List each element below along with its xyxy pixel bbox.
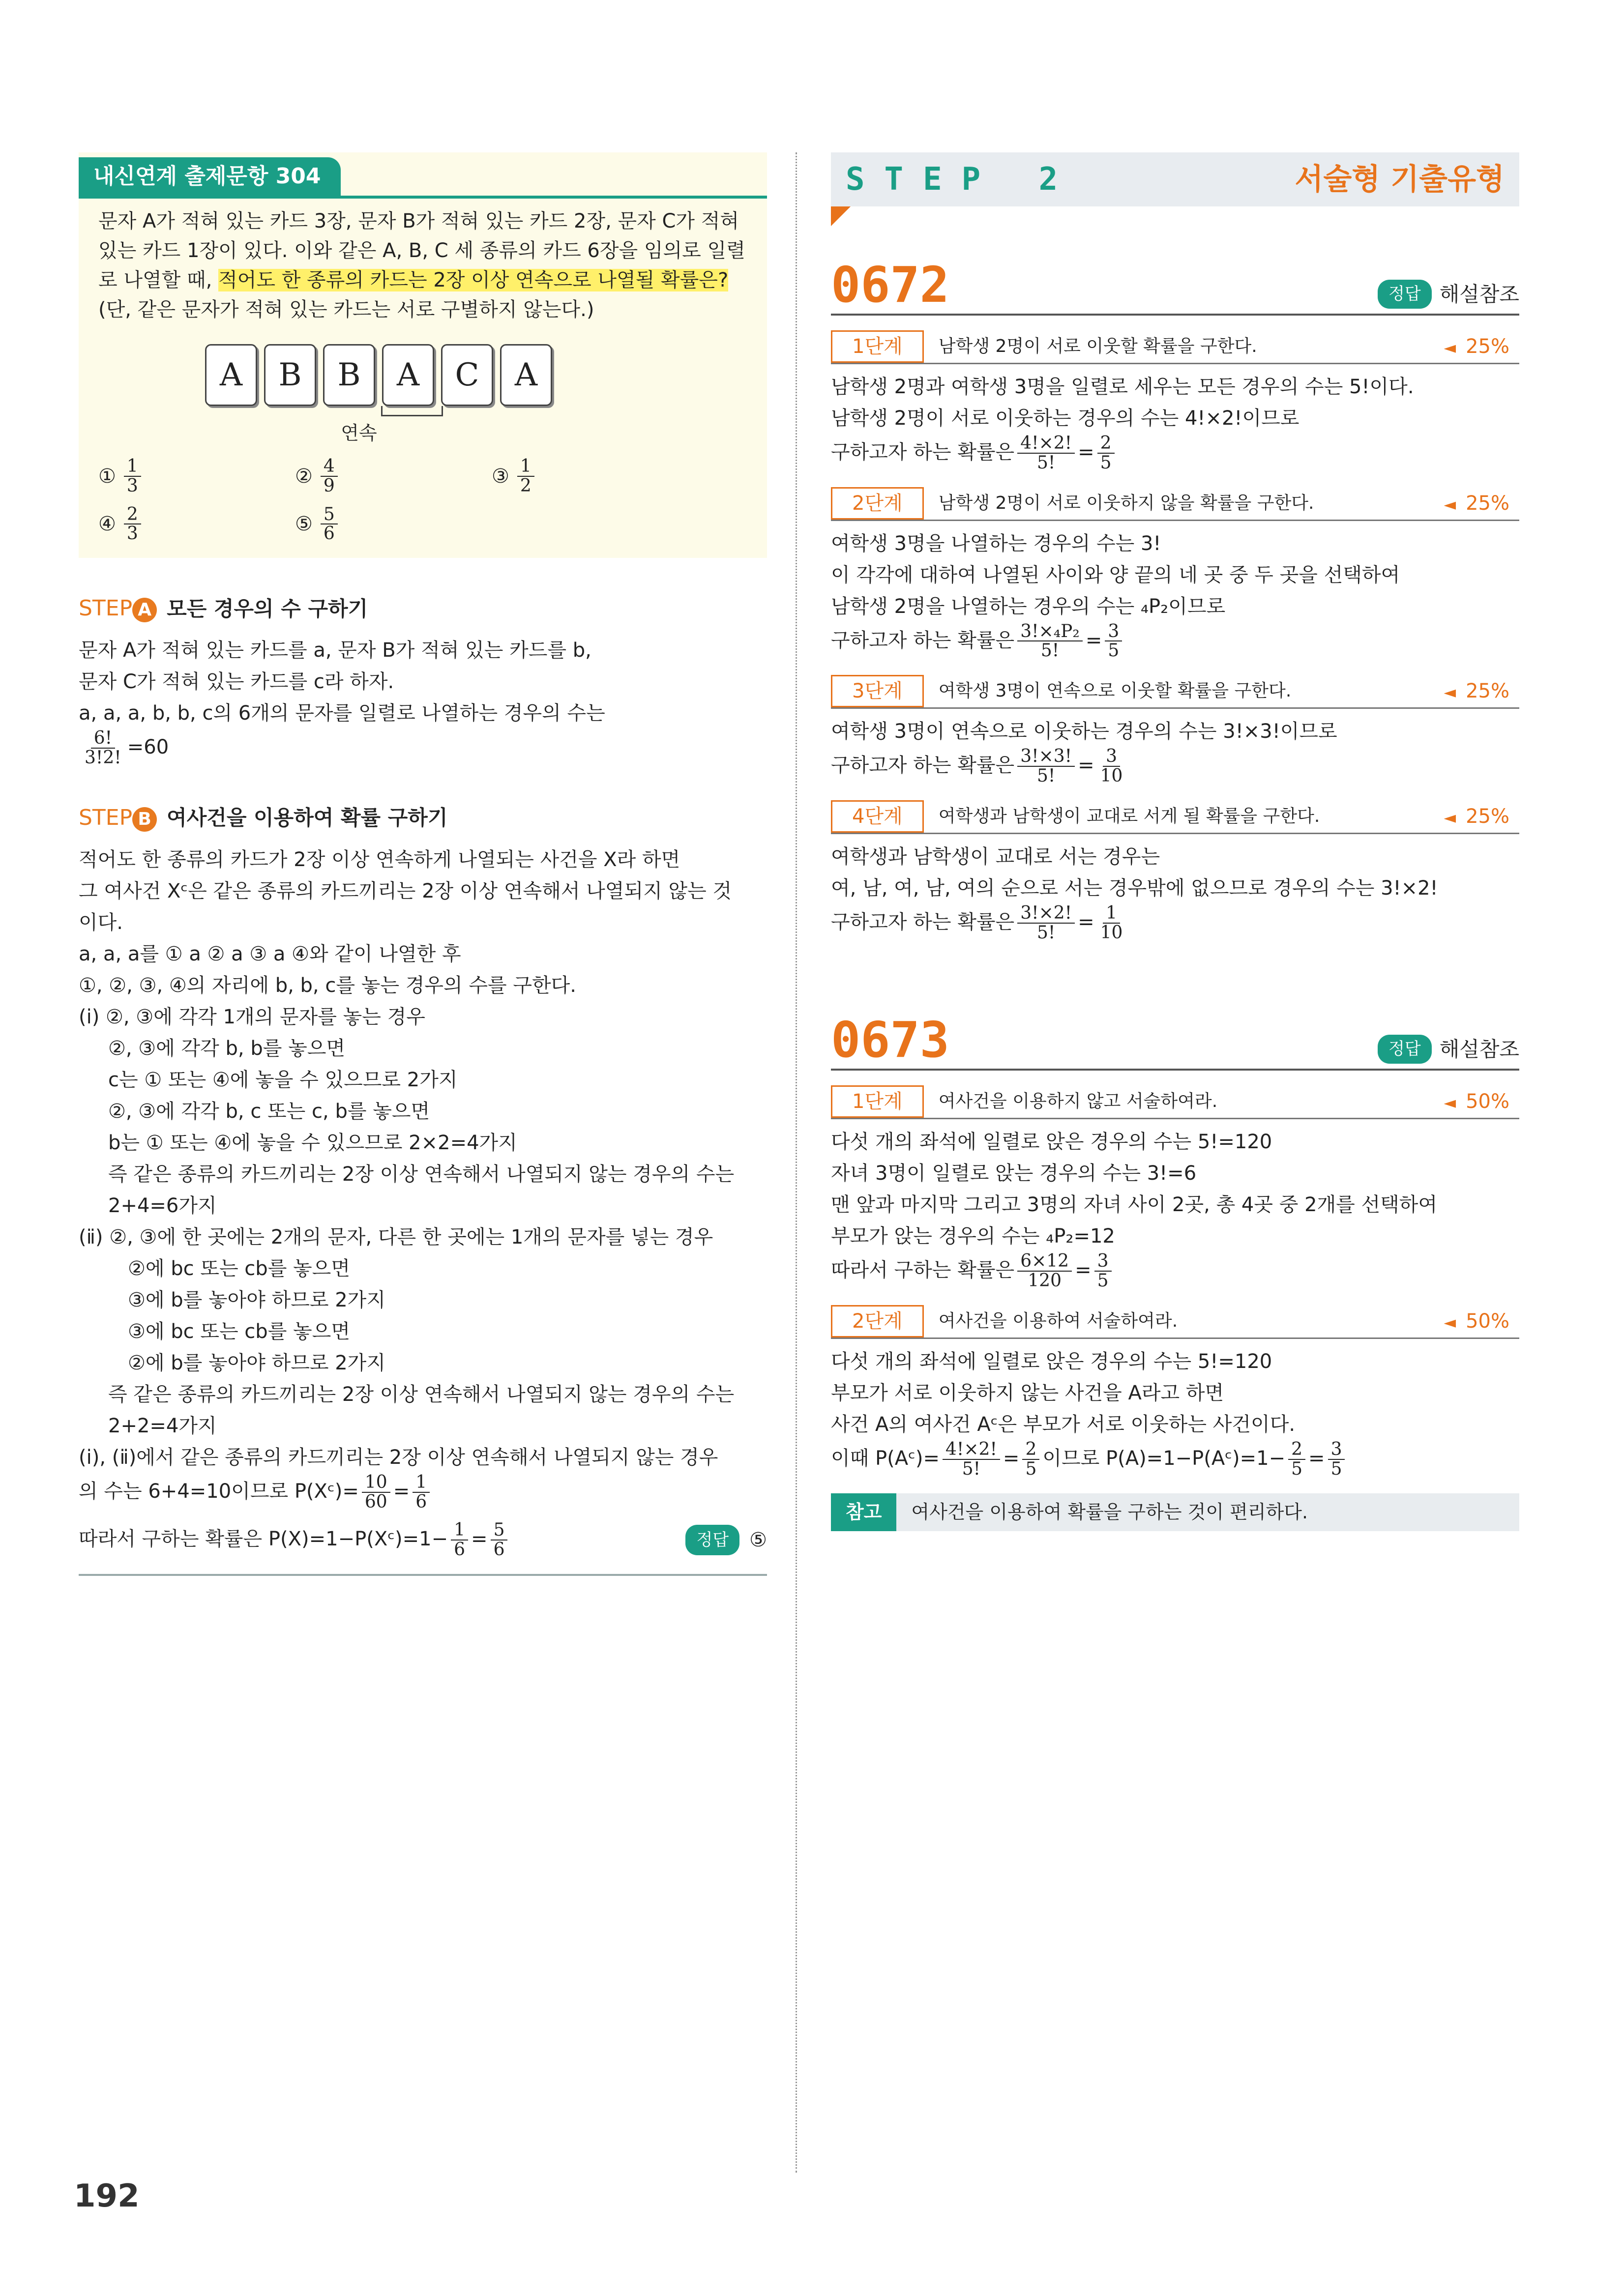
text-line: 즉 같은 종류의 카드끼리는 2장 이상 연속해서 나열되지 않는 경우의 수는 [108,1383,735,1406]
text-line: 여학생 3명이 연속으로 이웃하는 경우의 수는 3!×3!이므로 [831,720,1337,743]
stage-body [831,1346,1519,1479]
stage-header [831,675,1519,709]
note-box [831,1493,1519,1531]
text-line: 여학생 3명을 나열하는 경우의 수는 3! [831,532,1161,555]
stage-points: ◄ 25% [1444,489,1519,518]
column-divider [796,152,797,2173]
stage-points: ◄ 50% [1444,1307,1519,1336]
answer-value: ⑤ [749,1529,767,1552]
step-b-title: 여사건을 이용하여 확률 구하기 [167,806,448,830]
text-line: 2+4=6가지 [108,1194,217,1217]
card: C [441,344,493,406]
step-a-body [79,635,767,767]
text-line: 다섯 개의 좌석에 일렬로 앉은 경우의 수는 5!=120 [831,1131,1272,1154]
text-line: 여, 남, 여, 남, 여의 순으로 서는 경우밖에 없으므로 경우의 수는 3!×2! [831,876,1438,900]
step-b-badge: B [132,807,157,832]
stage-points: ◄ 25% [1444,332,1519,361]
prob-line: 구하고자 하는 확률은 $\frac{4!\times 2!}{5!}$ = $\frac{2}{5}$ [831,434,1519,472]
text-line: 문자 A가 적혀 있는 카드를 a, 문자 B가 적혀 있는 카드를 b, [79,639,591,662]
card: B [323,344,375,406]
stage-label: 2단계 [831,487,924,520]
note-text: 여사건을 이용하여 확률을 구하는 것이 편리하다. [911,1501,1308,1523]
text-line: (ⅱ) ②, ③에 한 곳에는 2개의 문자, 다른 한 곳에는 1개의 문자를 넣는 경우 [79,1225,713,1249]
stage-desc: 여사건을 이용하지 않고 서술하여라. [938,1091,1218,1112]
problem-header [79,157,767,199]
column-rule [79,1574,767,1576]
answer-ref: 정답 해설참조 [1378,279,1519,310]
stage-header [831,1085,1519,1119]
stage-body [831,1126,1519,1290]
step-a-heading: STEP A 모든 경우의 수 구하기 [79,592,767,625]
card: A [500,344,552,406]
stage-label: 1단계 [831,1085,924,1118]
text-line: c는 ① 또는 ④에 놓을 수 있으므로 2가지 [108,1068,458,1091]
text-line: ③에 b를 놓아야 하므로 2가지 [128,1288,385,1311]
card: A [382,344,434,406]
stage-label: 1단계 [831,330,924,363]
text-line: 남학생 2명을 나열하는 경우의 수는 ₄P₂이므로 [831,595,1226,618]
complement-prob: 의 수는 6+4=10이므로 P(Xᶜ)= $\frac{10}{60}$ = $\frac{1}{6}$ [79,1473,767,1511]
text-line: (ⅰ) ②, ③에 각각 1개의 문자를 놓는 경우 [79,1005,425,1028]
text-line: 그 여사건 Xᶜ은 같은 종류의 카드끼리는 2장 이상 연속해서 나열되지 않는 것 [79,879,732,902]
stage-points: ◄ 25% [1444,676,1519,706]
prob-line: 따라서 구하는 확률은 $\frac{6\times 12}{120}$ = $\frac{3}{5}$ [831,1252,1519,1290]
stage-body [831,528,1519,661]
problem-box [79,152,767,558]
prob-line: 구하고자 하는 확률은 $\frac{\text{3!×₄P₂}}{5!}$ = $\frac{3}{5}$ [831,622,1519,661]
stage-desc: 여학생 3명이 연속으로 이웃할 확률을 구한다. [938,681,1292,701]
text-line: 이다. [79,911,123,934]
total-count: $\frac{6!}{3!2!}$ =60 [85,728,169,768]
answer-badge [685,1524,767,1556]
problem-text: 문자 A가 적혀 있는 카드 3장, 문자 B가 적혀 있는 카드 2장, 문자 C가 적혀 있는 카드 1장이 있다. 이와 같은 A, B, C 세 종류의 카드 6장을 임의로 일렬로 나열할 때, 적어도 한 종류의 카드는 2장 이상 연속으로 나열될 확률은? (단, 같은 문자가 적혀 있는 카드는 서로 구별하지 않는다.) [98,210,745,321]
text-line: 남학생 2명이 서로 이웃하는 경우의 수는 4!×2!이므로 [831,407,1299,430]
stage-header [831,330,1519,364]
prob-line: 구하고자 하는 확률은 $\frac{3!\times 2!}{5!}$ = $\frac{1}{10}$ [831,902,1123,943]
text-line: ②에 bc 또는 cb를 놓으면 [128,1257,350,1280]
stage-body [831,841,1519,942]
question-number: 0672 [831,256,949,314]
final-answer-line: 따라서 구하는 확률은 P(X)=1−P(Xᶜ)=1− $\frac{1}{6}$ = $\frac{5}{6}$ 정답 ⑤ [79,1520,767,1560]
text-line: 여학생과 남학생이 교대로 서는 경우는 [831,845,1160,868]
step-banner [831,152,1519,206]
step-label: STEP 2 [846,161,1078,198]
question-0672 [831,256,1519,943]
text-line: 이 각각에 대하여 나열된 사이와 양 끝의 네 곳 중 두 곳을 선택하여 [831,563,1400,586]
choice-2[interactable]: ② 4 9 [295,457,492,495]
text-line: 부모가 앉는 경우의 수는 ₄P₂=12 [831,1225,1115,1248]
left-column [79,152,767,1576]
question-0673 [831,1011,1519,1531]
stage-label: 4단계 [831,800,924,833]
stage-desc: 남학생 2명이 서로 이웃할 확률을 구한다. [938,336,1257,356]
prob-line: 구하고자 하는 확률은 $\frac{3!\times 3!}{5!}$ = $\frac{3}{10}$ [831,746,1123,786]
choice-1[interactable]: ① 1 3 [98,457,295,495]
text-line: ②, ③에 각각 b, c 또는 c, b를 놓으면 [108,1100,430,1123]
text-line: 사건 A의 여사건 Aᶜ은 부모가 서로 이웃하는 사건이다. [831,1413,1296,1436]
step-a-title: 모든 경우의 수 구하기 [167,596,368,621]
text-line: (ⅰ), (ⅱ)에서 같은 종류의 카드끼리는 2장 이상 연속해서 나열되지 않는 경우 [79,1446,718,1469]
answer-ref: 정답 해설참조 [1378,1034,1519,1065]
stage-header [831,800,1519,834]
section-title: 서술형 기출유형 [1295,162,1505,197]
text-line: ②, ③에 각각 b, b를 놓으면 [108,1037,345,1060]
text-line: 남학생 2명과 여학생 3명을 일렬로 세우는 모든 경우의 수는 5!이다. [831,376,1414,398]
stage-label: 2단계 [831,1305,924,1337]
text-line: ③에 bc 또는 cb를 놓으면 [128,1320,350,1343]
consecutive-bracket [381,406,443,416]
text-line: 맨 앞과 마지막 그리고 3명의 자녀 사이 2곳, 총 4곳 중 2개를 선택하여 [831,1193,1438,1217]
step-b-heading: STEP B 여사건을 이용하여 확률 구하기 [79,802,767,834]
prob-line: 이때 P(Aᶜ)= $\frac{4!\times 2!}{5!}$ = $\frac{2}{5}$ 이므로 P(A)=1−P(Aᶜ)=1− $\frac{2}{5}$ = $\frac{3}{5}$ [831,1440,1519,1479]
right-column [831,152,1519,1531]
text-line: 즉 같은 종류의 카드끼리는 2장 이상 연속해서 나열되지 않는 경우의 수는 [108,1163,735,1186]
question-number: 0673 [831,1011,949,1069]
stage-body [831,716,1519,785]
text-line: 다섯 개의 좌석에 일렬로 앉은 경우의 수는 5!=120 [831,1350,1272,1373]
answer-pill: 정답 [685,1525,739,1555]
problem-tag: 내신연계 출제문항 304 [79,157,341,196]
stage-desc: 남학생 2명이 서로 이웃하지 않을 확률을 구한다. [938,493,1314,513]
card: B [264,344,316,406]
choice-5[interactable]: ⑤ 5 6 [295,505,492,544]
text-line: a, a, a를 ① a ② a ③ a ④와 같이 나열한 후 [79,942,461,965]
answer-choices [98,457,757,543]
consecutive-label: 연속 [341,422,377,444]
text-line: ②에 b를 놓아야 하므로 2가지 [128,1351,385,1374]
text-line: ①, ②, ③, ④의 자리에 b, b, c를 놓는 경우의 수를 구한다. [79,974,576,997]
card-row [0,344,757,406]
stage-desc: 여사건을 이용하여 서술하여라. [938,1310,1178,1331]
stage-body [831,371,1519,472]
text-line: a, a, a, b, b, c의 6개의 문자를 일렬로 나열하는 경우의 수는 [79,702,605,725]
card: A [205,344,257,406]
text-line: 2+2=4가지 [108,1414,217,1437]
step-a-badge: A [132,598,157,622]
text-line: 부모가 서로 이웃하지 않는 사건을 A라고 하면 [831,1381,1224,1404]
note-label: 참고 [831,1493,896,1531]
stage-points: ◄ 25% [1444,802,1519,831]
banner-corner-icon [831,206,851,226]
problem-highlight: 적어도 한 종류의 카드는 2장 이상 연속으로 나열될 확률은? [218,269,729,291]
stage-header [831,1305,1519,1339]
text-line: 문자 C가 적혀 있는 카드를 c라 하자. [79,670,394,694]
text-line: 자녀 3명이 일렬로 앉는 경우의 수는 3!=6 [831,1162,1197,1185]
stage-header [831,487,1519,521]
stage-desc: 여학생과 남학생이 교대로 서게 될 확률을 구한다. [938,806,1320,826]
text-line: b는 ① 또는 ④에 놓을 수 있으므로 2×2=4가지 [108,1131,517,1154]
page-number: 192 [74,2178,140,2214]
choice-3[interactable]: ③ 1 2 [492,457,688,495]
stage-points: ◄ 50% [1444,1087,1519,1116]
step-b-body [79,844,767,1559]
stage-label: 3단계 [831,675,924,707]
choice-4[interactable]: ④ 2 3 [98,505,295,544]
text-line: 적어도 한 종류의 카드가 2장 이상 연속하게 나열되는 사건을 X라 하면 [79,848,680,871]
